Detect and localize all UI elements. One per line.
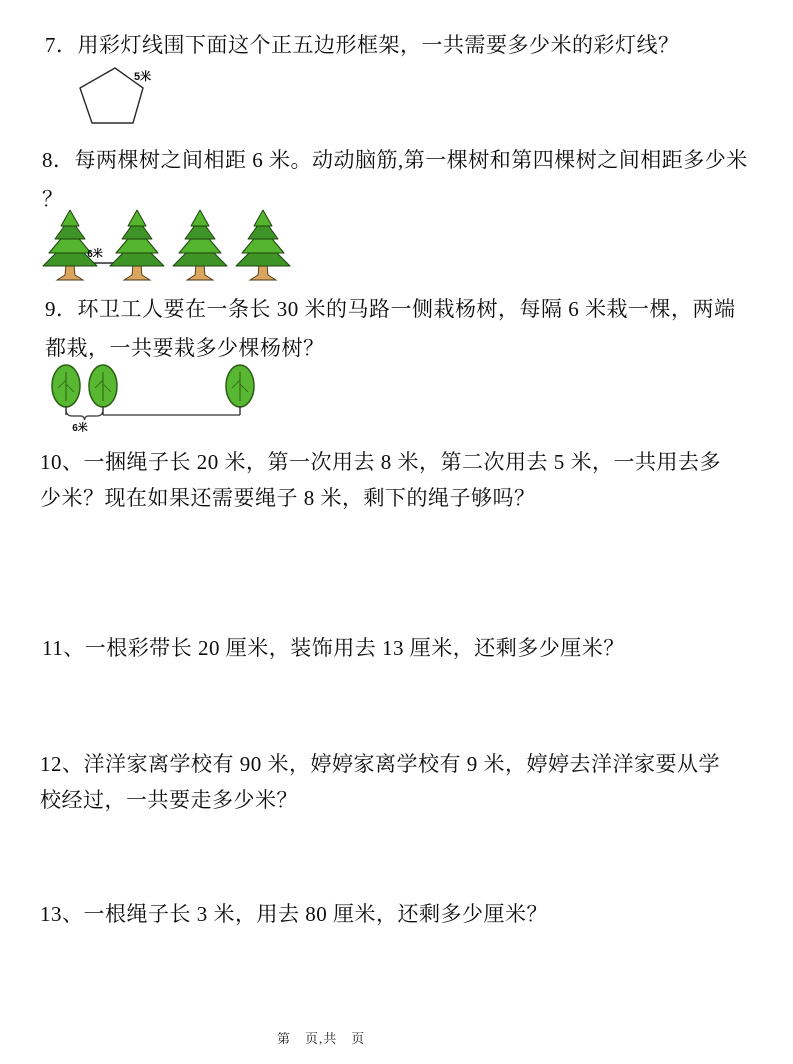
question-12-text-line1: 12、洋洋家离学校有 90 米，婷婷家离学校有 9 米，婷婷去洋洋家要从学 — [40, 752, 720, 776]
poplar-tree — [226, 365, 254, 415]
question-9-text-line2: 都栽，一共要栽多少棵杨树？ — [45, 336, 325, 360]
poplar-tree — [89, 365, 117, 415]
question-7-text: 7．用彩灯线围下面这个正五边形框架，一共需要多少米的彩灯线？ — [45, 33, 680, 57]
pine-tree — [236, 210, 290, 280]
question-13-text: 13、一根绳子长 3 米，用去 80 厘米，还剩多少厘米？ — [40, 902, 548, 926]
question-10-text-line1: 10、一捆绳子长 20 米，第一次用去 8 米，第二次用去 5 米，一共用去多 — [40, 450, 721, 474]
pentagon-side-label: 5米 — [134, 71, 152, 83]
question-10-text-line2: 少米？现在如果还需要绳子 8 米，剩下的绳子够吗？ — [40, 486, 536, 510]
question-8-text-line1: 8．每两棵树之间相距 6 米。动动脑筋,第一棵树和第四棵树之间相距多少米 — [42, 148, 748, 172]
pine-tree — [173, 210, 227, 280]
question-8-text-line2: ？ — [42, 187, 64, 211]
question-9-text-line1: 9．环卫工人要在一条长 30 米的马路一侧栽杨树，每隔 6 米栽一棵，两端 — [45, 297, 736, 321]
poplar-tree — [52, 365, 80, 415]
pine-tree — [43, 210, 97, 280]
question-11-text: 11、一根彩带长 20 厘米，装饰用去 13 厘米，还剩多少厘米？ — [42, 636, 625, 660]
page-footer: 第 页,共 页 — [277, 1031, 366, 1046]
pine-tree — [110, 210, 164, 280]
pine-gap-label: 6米 — [87, 249, 103, 260]
pine-trees-figure — [40, 205, 300, 285]
poplar-trees-figure — [50, 363, 270, 435]
question-12-text-line2: 校经过，一共要走多少米？ — [40, 788, 298, 812]
poplar-gap-label: 6米 — [72, 423, 88, 434]
pentagon-figure — [70, 60, 185, 135]
gap-brace — [66, 409, 103, 420]
